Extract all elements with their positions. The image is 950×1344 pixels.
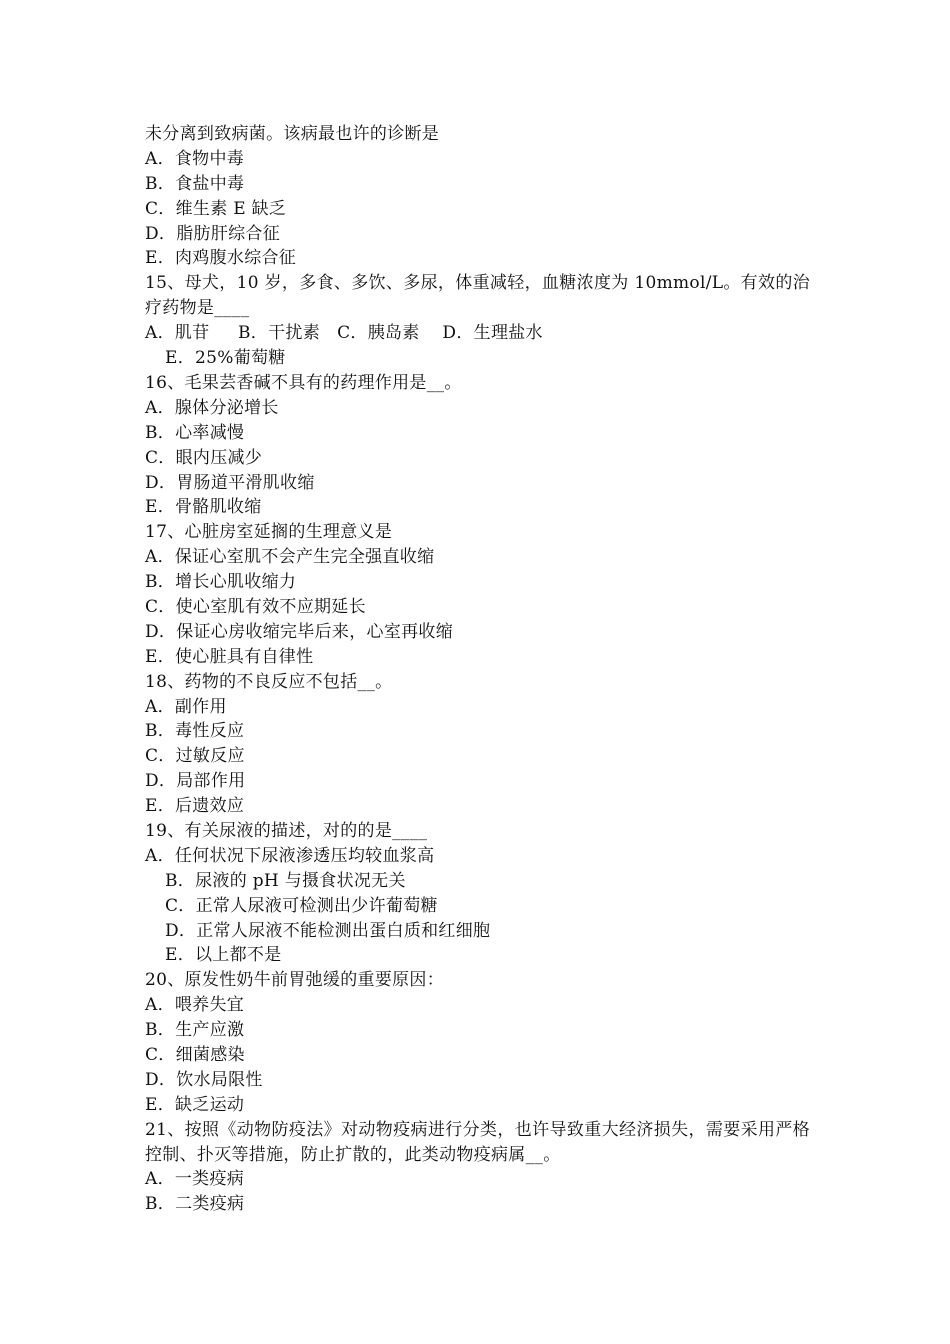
option-e: E．缺乏运动 [145, 1094, 245, 1115]
question-18: 18、药物的不良反应不包括__。 [145, 671, 393, 692]
question-15: 15、母犬，10 岁，多食、多饮、多尿，体重减轻，血糖浓度为 10mmol/L。有效的治疗药物是____ [145, 273, 810, 319]
option-b: B．二类疫病 [145, 1194, 245, 1215]
option-b: B．生产应激 [145, 1020, 245, 1041]
question-16: 16、毛果芸香碱不具有的药理作用是__。 [145, 372, 462, 393]
option-b: B．增长心肌收缩力 [145, 572, 297, 593]
text-line: 未分离到致病菌。该病最也许的诊断是 [145, 124, 440, 144]
option-b: B．尿液的 pH 与摄食状况无关 [165, 870, 406, 891]
option-d: D．保证心房收缩完毕后来，心室再收缩 [145, 621, 454, 642]
question-17: 17、心脏房室延搁的生理意义是 [145, 522, 393, 543]
option-d: D．胃肠道平滑肌收缩 [145, 472, 315, 493]
option-e: E．以上都不是 [165, 945, 282, 966]
question-20: 20、原发性奶牛前胃弛缓的重要原因： [145, 970, 445, 991]
option-a: A．副作用 [145, 696, 227, 717]
option-c: C．正常人尿液可检测出少许葡萄糖 [165, 895, 438, 916]
option-d: D．正常人尿液不能检测出蛋白质和红细胞 [165, 920, 491, 941]
option-c: C．使心室肌有效不应期延长 [145, 596, 366, 617]
option-e: E．后遗效应 [145, 796, 245, 817]
option-d: D．饮水局限性 [145, 1069, 263, 1090]
option-d: D．局部作用 [145, 771, 246, 792]
option-c: C．过敏反应 [145, 746, 245, 767]
question-19: 19、有关尿液的描述，对的的是____ [145, 820, 428, 841]
option-a: A．腺体分泌增长 [145, 397, 279, 418]
option-d: D．脂肪肝综合征 [145, 223, 281, 244]
option-c: C．细菌感染 [145, 1044, 245, 1065]
options-row: A．肌苷 B．干扰素 C．胰岛素 D．生理盐水 [145, 323, 543, 344]
option-b: B．食盐中毒 [145, 173, 245, 194]
option-a: A．一类疫病 [145, 1169, 245, 1190]
option-b: B．毒性反应 [145, 721, 245, 742]
option-e: E．骨骼肌收缩 [145, 497, 262, 518]
option-e: E．肉鸡腹水综合征 [145, 248, 297, 269]
option-c: C．维生素 E 缺乏 [145, 198, 287, 219]
option-b: B．心率减慢 [145, 422, 245, 443]
option-e: E．使心脏具有自律性 [145, 646, 314, 667]
option-c: C．眼内压减少 [145, 447, 263, 468]
option-a: A．喂养失宜 [145, 995, 245, 1016]
option-a: A．食物中毒 [145, 148, 245, 169]
option-a: A．任何状况下尿液渗透压均较血浆高 [145, 845, 435, 866]
option-e: E．25%葡萄糖 [165, 348, 286, 369]
question-21: 21、按照《动物防疫法》对动物疫病进行分类，也许导致重大经济损失，需要采用严格控制、扑灭等措施，防止扩散的，此类动物疫病属__。 [145, 1119, 810, 1165]
option-a: A．保证心室肌不会产生完全强直收缩 [145, 547, 435, 568]
